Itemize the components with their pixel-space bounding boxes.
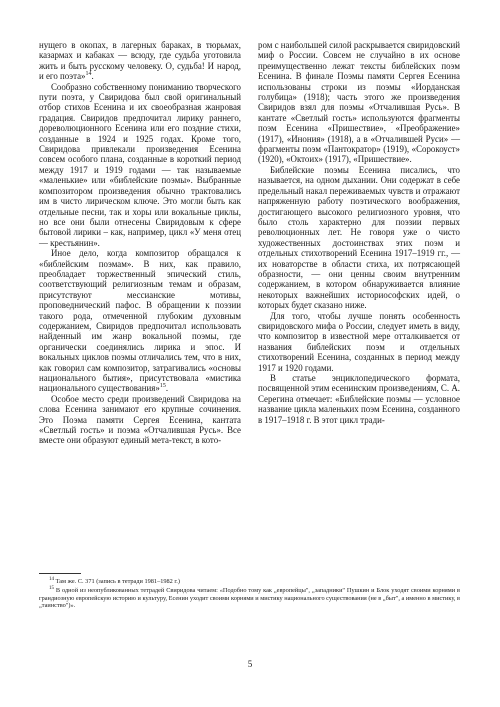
footnote-number: 15 [49,585,54,591]
right-column [258,40,460,425]
paragraph [258,165,460,311]
paragraph-text: Особое место среди произведений Свиридова на слова Есенина занимают его крупные сочинения. Это Поэма памяти Сергея Есенина, кантата «Светлый гость» и поэма «Отчалившая Русь». Все вместе они образуют единый мета-текст, в кото- [39,393,241,446]
footnote-ref[interactable]: 14 [85,71,92,78]
footnote [39,578,460,586]
footnote-divider [39,573,81,574]
paragraph-text: В статье энциклопедического формата, посвященной этим есенинским произведениям, С. А. Серегина отмечает: «Библейские поэмы — условное название цикла маленьких поэм Есенина, созданного в 1917–1918 г. В этот цикл тради- [258,373,460,425]
paragraph [258,40,460,165]
footnote-number: 14 [49,576,54,582]
footnote [39,587,460,610]
footnote-text: Там же. С. 371 (запись в тетради 1981–1982 г.) [55,578,180,585]
paragraph-text: Сообразно собственному пониманию творческого пути поэта, у Свиридова был свой оригинальный отбор стихов Есенина и их своеобразная жанровая градация. Свиридов предпочитал лирику раннего, дореволюционного Есенина или его поздние стихи, созданные в 1924 и 1925 годах. Кроме того, Свиридова привлекали произведения Есенина совсем особого плана, созданные в короткий период между 1917 и 1919 годами — так называемые «маленькие» или «библейские поэмы». Выбранные композитором произведения обычно трактовались им в чисто лирическом ключе. Это могли быть как отдельные песни, так и хоры или вокальные циклы, но все они были отнесены Свиридовым к сфере бытовой лирики – как, например, цикл «У меня отец — крестьянин». [39,81,241,248]
paragraph [258,311,460,373]
paragraph [258,373,460,425]
left-column [39,40,241,446]
paragraph: Иное дело, когда композитор обращался к «библейским поэмам». В них, как правило, преобладает торжественный эпический стиль, соответствующий религиозным темам и образам, присутствуют мессианские мотивы, проповеднический пафос. В обращении к поэзии такого рода, отмеченной глубоким духовным содержанием, Свиридов предпочитал использовать найденный им жанр вокальной поэмы, где органически соединялись лирика и эпос. И вокальных циклов поэмы отличались тем, что в них, как говорил сам композитор, затрагивались «основы национального бытия», присутствовала «мистика национального существования»$^{15}$. [39,248,241,394]
paragraph-text: нущего в окопах, в лагерных бараках, в тюрьмах, казармах и кабаках — всюду, где судьба уготовила жить и быть русскому человеку. О, судьба! И народ, и его поэта» [39,40,241,82]
paragraph: нущего в окопах, в лагерных бараках, в тюрьмах, казармах и кабаках — всюду, где судьба уготовила жить и быть русскому человеку. О, судьба! И народ, и его поэта»$^{14}$. [39,40,241,82]
paragraph-text: Библейские поэмы Есенина писались, что называется, на одном дыхании. Они содержат в себе предельный накал переживаемых чувств и отражают напряженную работу поэтического воображения, достигающего высокого религиозного уровня, что было столь характерно для поэзии первых революционных лет. Не говоря уже о чисто художественных достоинствах этих поэм и отдельных стихотворений Есенина 1917–1919 гг., — их новаторстве в области стиха, их потрясающей образности, — они ценны своим внутренним содержанием, в котором обнаруживается влияние некоторых важнейших историософских идей, о которых будет сказано ниже. [258,164,460,311]
paragraph-text: Иное дело, когда композитор обращался к «библейским поэмам». В них, как правило, преобладает торжественный эпический стиль, соответствующий религиозным темам и образам, присутствуют мессианские мотивы, проповеднический пафос. В обращении к поэзии такого рода, отмеченной глубоким духовным содержанием, Свиридов предпочитал использовать найденный им жанр вокальной поэмы, где органически соединялись лирика и эпос. И вокальных циклов поэмы отличались тем, что в них, как говорил сам композитор, затрагивались «основы национального бытия», присутствовала «мистика национального существования» [39,248,241,394]
footnote-text: В одной из неопубликованных тетрадей Свиридова читаем: «Подобно тому как „европейцы", „западники" Пушкин и Блок уходят своими корнями в грандиозную европейскую историю и культуру, Есенин уходит своими корнями и мистику национального существования (не в „быт", а именно в мистику, в „таинство")». [39,587,460,609]
paragraph [39,82,241,249]
footnotes [39,578,460,611]
footnote-ref[interactable]: 15 [159,383,166,390]
paragraph-text: Для того, чтобы лучше понять особенность свиридовского мифа о России, следует иметь в виду, что композитор в известной мере отталкивается от названия библейских поэм и отдельных стихотворений Есенина, созданных в период между 1917 и 1920 годами. [258,310,460,373]
page-number: 5 [247,659,253,669]
paragraph-text: ром с наибольшей силой раскрывается свиридовский миф о России. Совсем не случайно в их основе преимущественно лежат тексты библейских поэм Есенина. В финале Поэмы памяти Сергея Есенина использованы строки из поэмы «Иорданская голубица» (1918); часть этого же произведения Свиридов взял для поэмы «Отчалившая Русь». В кантате «Светлый гость» используются фрагменты поэм Есенина «Пришествие», «Преображение» (1917), «Инония» (1918), а в «Отчалившей Руси» — фрагменты поэм «Пантократор» (1919), «Сорокоуст» (1920), «Октоих» (1917), «Пришествие». [258,40,460,165]
paragraph [39,394,241,446]
